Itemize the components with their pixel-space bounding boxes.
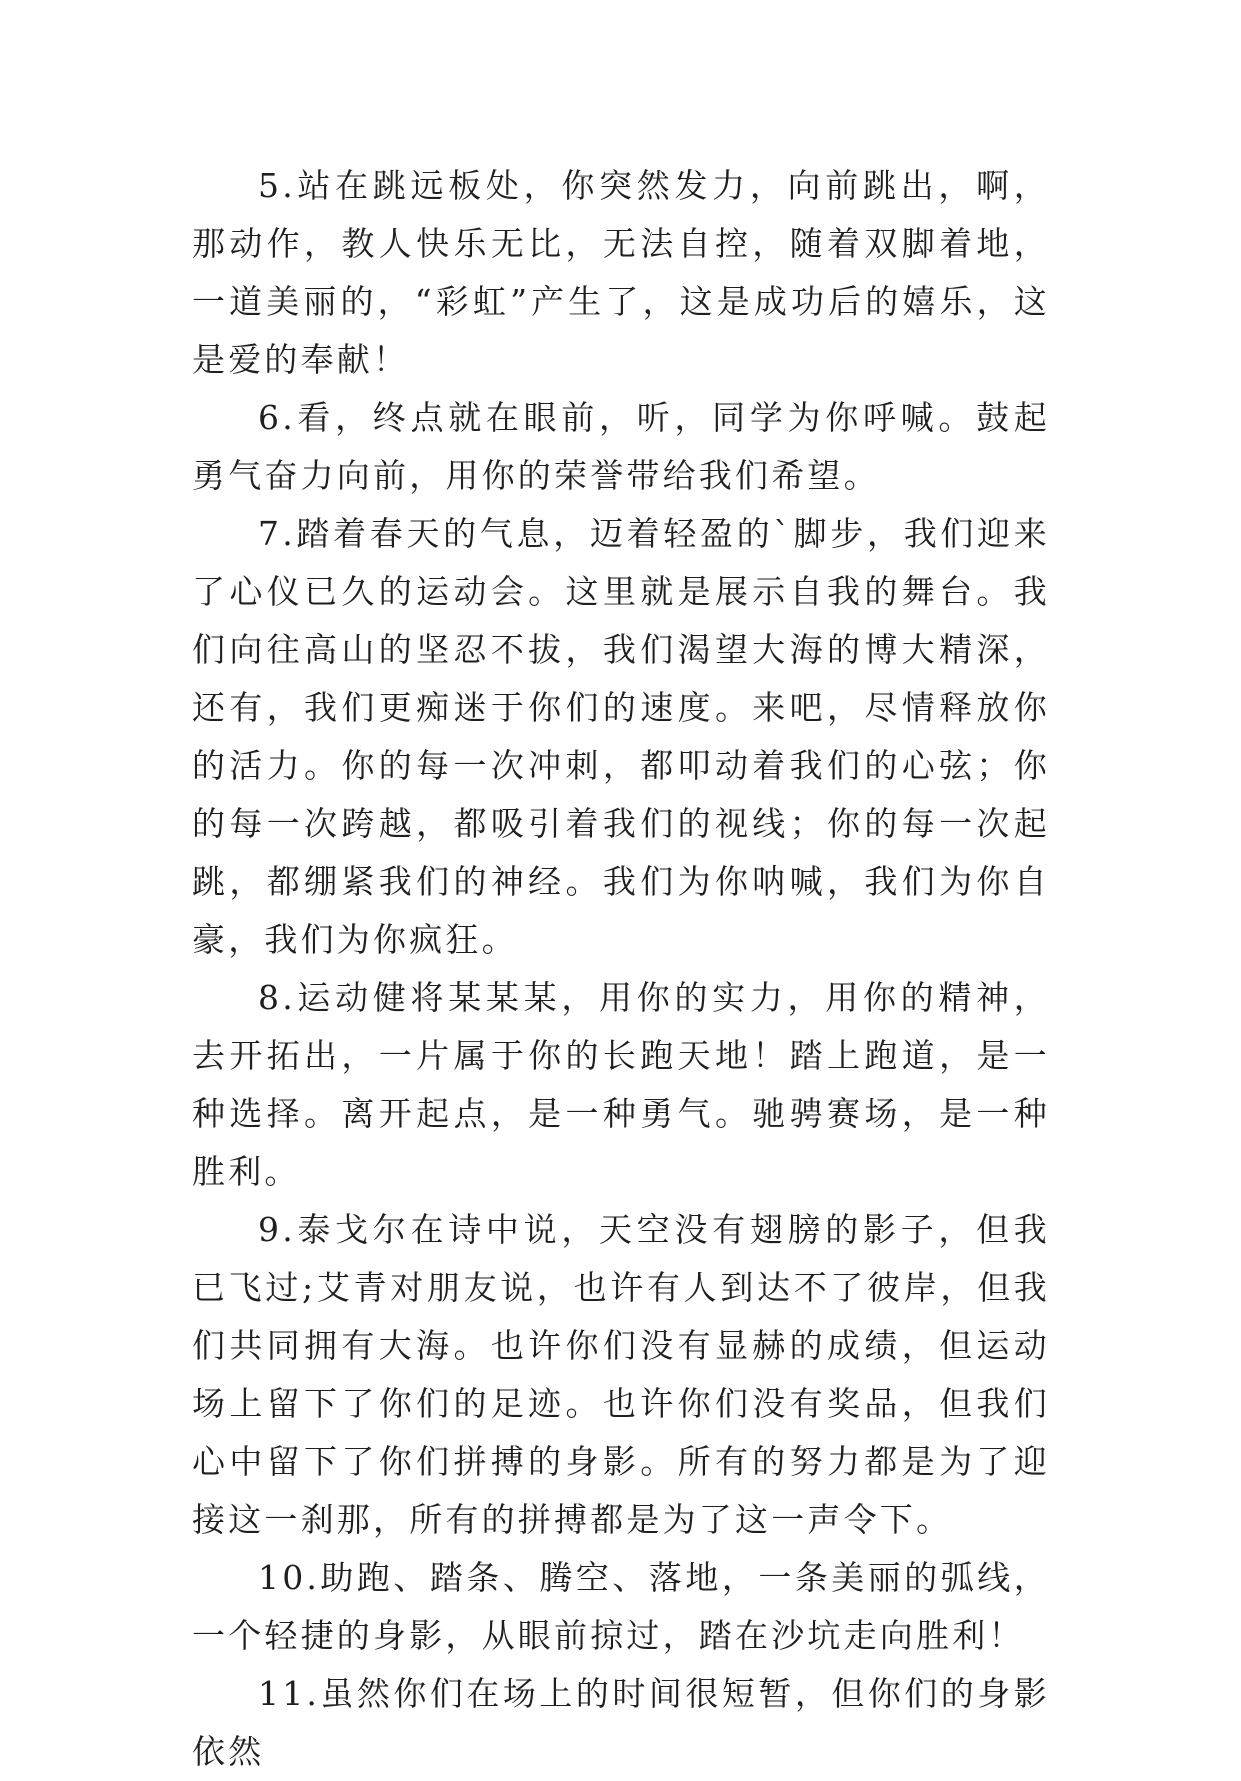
paragraph-7: 7.踏着春天的气息，迈着轻盈的`脚步，我们迎来了心仪已久的运动会。这里就是展示自我的舞台。我们向往高山的坚忍不拔，我们渴望大海的博大精深，还有，我们更痴迷于你们的速度。来吧，尽情释放你的活力。你的每一次冲刺，都叩动着我们的心弦；你的每一次跨越，都吸引着我们的视线；你的每一次起跳，都绷紧我们的神经。我们为你呐喊，我们为你自豪，我们为你疯狂。 <box>192 514 1050 959</box>
paragraph-8: 8.运动健将某某某，用你的实力，用你的精神，去开拓出，一片属于你的长跑天地！踏上跑道，是一种选择。离开起点，是一种勇气。驰骋赛场，是一种胜利。 <box>192 978 1050 1191</box>
paragraph-5: 5.站在跳远板处，你突然发力，向前跳出，啊，那动作，教人快乐无比，无法自控，随着双脚着地，一道美丽的，“彩虹”产生了，这是成功后的嬉乐，这是爱的奉献！ <box>192 166 1050 379</box>
document-body <box>192 157 1050 1781</box>
paragraph-10: 10.助跑、踏条、腾空、落地，一条美丽的弧线，一个轻捷的身影，从眼前掠过，踏在沙坑走向胜利！ <box>192 1558 1050 1655</box>
paragraph-6: 6.看，终点就在眼前，听，同学为你呼喊。鼓起勇气奋力向前，用你的荣誉带给我们希望。 <box>192 398 1050 495</box>
paragraph-9: 9.泰戈尔在诗中说，天空没有翅膀的影子，但我已飞过;艾青对朋友说，也许有人到达不了彼岸，但我们共同拥有大海。也许你们没有显赫的成绩，但运动场上留下了你们的足迹。也许你们没有奖品，但我们心中留下了你们拼搏的身影。所有的努力都是为了迎接这一刹那，所有的拼搏都是为了这一声令下。 <box>192 1210 1050 1539</box>
paragraph-11: 11.虽然你们在场上的时间很短暂，但你们的身影依然 <box>192 1674 1050 1771</box>
